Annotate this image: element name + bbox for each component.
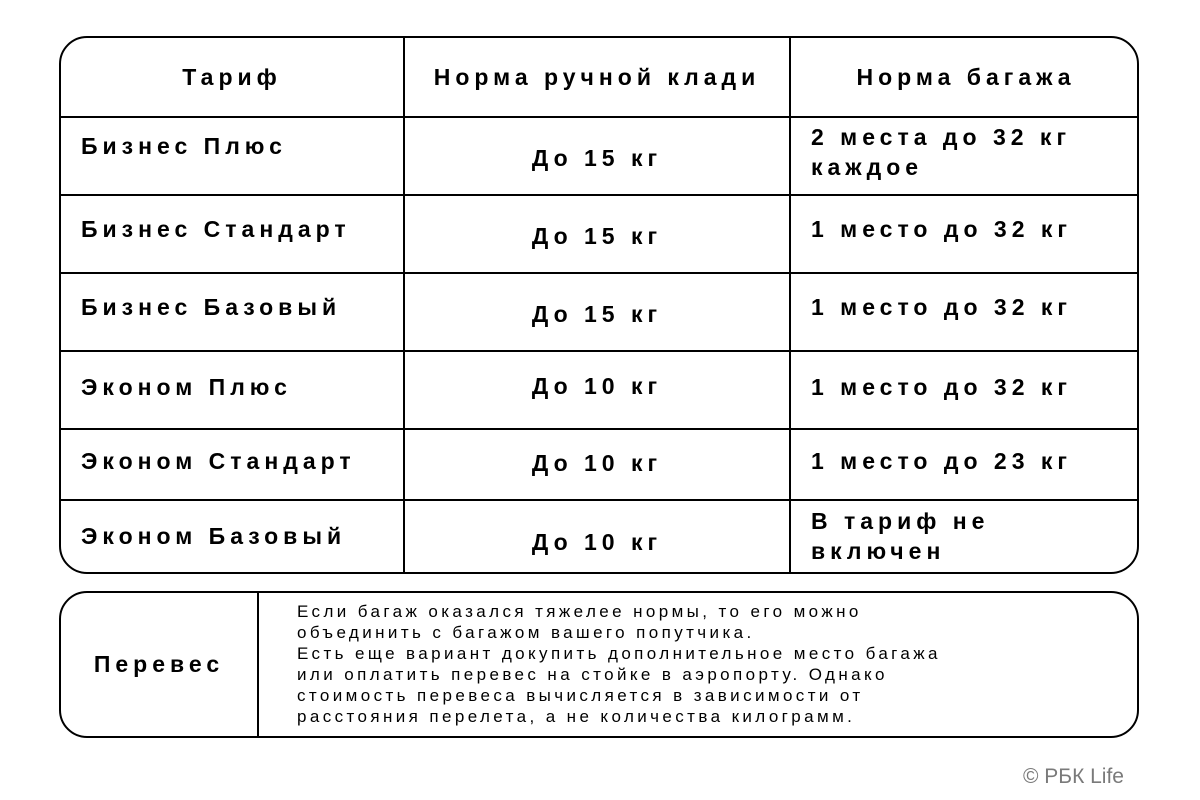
description-line: Есть еще вариант докупить дополнительное место багажа xyxy=(297,644,941,663)
tariff-name-text: Бизнес Базовый xyxy=(81,294,342,320)
hand-luggage-value xyxy=(405,501,789,574)
copyright-text: © РБК Life xyxy=(1022,765,1124,788)
hand-luggage-text: До 15 кг xyxy=(531,301,663,327)
tariff-table xyxy=(59,36,1139,574)
tariff-name xyxy=(81,196,411,262)
baggage-value xyxy=(811,352,1131,422)
description-line: или оплатить перевес на стойке в аэропорту. Однако xyxy=(297,665,888,684)
baggage-text: 1 место до 32 кг xyxy=(811,294,1072,320)
header-hand-luggage xyxy=(405,38,789,116)
baggage-text: 1 место до 32 кг xyxy=(811,374,1072,400)
tariff-name xyxy=(81,352,411,422)
hand-luggage-text: До 10 кг xyxy=(531,373,663,399)
description-line: объединить с багажом вашего попутчика. xyxy=(297,623,755,642)
header-label: Норма ручной клади xyxy=(433,64,761,90)
hand-luggage-value xyxy=(405,274,789,350)
hand-luggage-value xyxy=(405,352,789,420)
tariff-name xyxy=(81,274,411,340)
baggage-value xyxy=(811,506,1051,572)
description-line: расстояния перелета, а не количества килограмм. xyxy=(297,707,856,726)
hand-luggage-text: До 15 кг xyxy=(531,145,663,171)
column-divider xyxy=(257,593,259,736)
header-label: Тариф xyxy=(182,64,282,90)
tariff-name-text: Бизнес Плюс xyxy=(81,133,287,159)
overweight-label: Перевес xyxy=(93,651,225,677)
baggage-text: В тариф не включен xyxy=(811,508,990,564)
header-tariff xyxy=(61,38,403,116)
description-line: стоимость перевеса вычисляется в зависимости от xyxy=(297,686,864,705)
tariff-name xyxy=(81,501,411,571)
overweight-info-box xyxy=(59,591,1139,738)
baggage-value xyxy=(811,274,1131,340)
baggage-text: 2 места до 32 кг каждое xyxy=(811,124,1072,180)
hand-luggage-value xyxy=(405,118,789,194)
baggage-text: 1 место до 32 кг xyxy=(811,216,1072,242)
tariff-name-text: Эконом Стандарт xyxy=(81,448,356,474)
hand-luggage-text: До 15 кг xyxy=(531,223,663,249)
baggage-text: 1 место до 23 кг xyxy=(811,448,1072,474)
baggage-value xyxy=(811,430,1131,492)
baggage-value xyxy=(811,122,1131,188)
description-line: Если багаж оказался тяжелее нормы, то его можно xyxy=(297,602,862,621)
overweight-description xyxy=(297,601,1117,727)
hand-luggage-value xyxy=(405,196,789,272)
hand-luggage-value xyxy=(405,430,789,496)
tariff-name-text: Эконом Плюс xyxy=(81,374,292,400)
baggage-value xyxy=(811,196,1131,262)
tariff-name xyxy=(81,430,411,492)
tariff-name-text: Эконом Базовый xyxy=(81,523,347,549)
tariff-name xyxy=(81,118,403,174)
tariff-name-text: Бизнес Стандарт xyxy=(81,216,351,242)
hand-luggage-text: До 10 кг xyxy=(531,528,663,555)
hand-luggage-text: До 10 кг xyxy=(531,450,663,476)
header-label: Норма багажа xyxy=(856,64,1076,90)
header-baggage xyxy=(791,38,1139,116)
column-divider xyxy=(789,38,791,572)
